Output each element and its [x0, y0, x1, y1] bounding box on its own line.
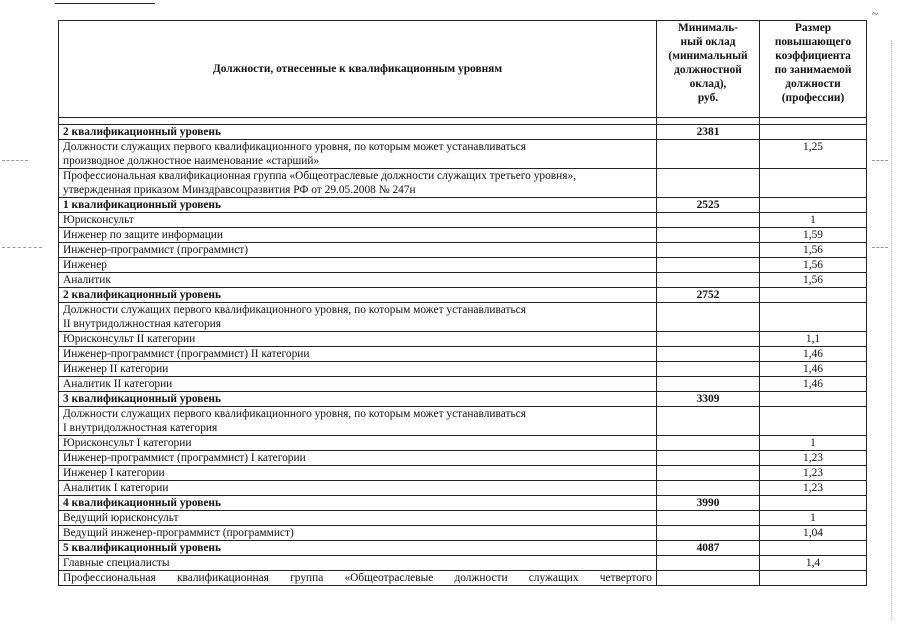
position-cell: Инженер по защите информации — [59, 228, 657, 243]
table-row — [59, 526, 867, 541]
salary-cell — [657, 243, 760, 258]
position-cell — [59, 169, 657, 198]
position-cell: Инженер-программист (программист) I категории — [59, 451, 657, 466]
table-row — [59, 377, 867, 392]
top-rule-line — [55, 3, 155, 4]
table-row — [59, 273, 867, 288]
table-row — [59, 258, 867, 273]
table-header-row — [59, 21, 867, 118]
coefficient-cell: 1,23 — [760, 451, 867, 466]
position-cell: 2 квалификационный уровень — [59, 288, 657, 303]
salary-cell — [657, 556, 760, 571]
table-row — [59, 303, 867, 332]
coefficient-cell: 1,56 — [760, 258, 867, 273]
header-coefficient-line: должности — [785, 78, 841, 90]
header-coefficient-line: по занимаемой — [774, 64, 852, 76]
coefficient-cell: 1,56 — [760, 243, 867, 258]
salary-cell — [657, 169, 760, 198]
table-row — [59, 451, 867, 466]
position-cell: Аналитик — [59, 273, 657, 288]
coefficient-cell: 1,4 — [760, 556, 867, 571]
coefficient-cell: 1 — [760, 511, 867, 526]
salary-cell — [657, 258, 760, 273]
header-coefficient-line: повышающего — [774, 36, 852, 48]
spacer-row — [59, 118, 867, 125]
salary-cell: 4087 — [657, 541, 760, 556]
header-salary-line: ный оклад — [680, 36, 736, 48]
coefficient-cell — [760, 541, 867, 556]
table-row — [59, 556, 867, 571]
table-row — [59, 169, 867, 198]
position-cell: Инженер I категории — [59, 466, 657, 481]
salary-cell — [657, 481, 760, 496]
table-row — [59, 466, 867, 481]
table-row — [59, 436, 867, 451]
coefficient-cell: 1,23 — [760, 481, 867, 496]
coefficient-cell: 1,46 — [760, 362, 867, 377]
coefficient-cell: 1,04 — [760, 526, 867, 541]
salary-cell — [657, 213, 760, 228]
header-coefficient-line: (профессии) — [781, 92, 845, 104]
position-cell: Аналитик I категории — [59, 481, 657, 496]
position-cell: Инженер II категории — [59, 362, 657, 377]
left-margin-mark — [2, 160, 28, 161]
position-cell: 1 квалификационный уровень — [59, 198, 657, 213]
position-text-line: Профессиональная квалификационная группа «Общеотраслевые должности служащих третьего уровня», — [63, 170, 577, 182]
salary-cell — [657, 436, 760, 451]
right-margin-mark — [872, 247, 888, 248]
left-margin-mark — [2, 247, 42, 248]
position-cell: Юрисконсульт II категории — [59, 332, 657, 347]
salary-cell — [657, 303, 760, 332]
salary-cell: 2752 — [657, 288, 760, 303]
coefficient-cell: 1,46 — [760, 347, 867, 362]
position-cell: Ведущий инженер-программист (программист) — [59, 526, 657, 541]
table-row — [59, 228, 867, 243]
coefficient-cell: 1,25 — [760, 140, 867, 169]
table-row — [59, 125, 867, 140]
table-row — [59, 243, 867, 258]
position-text-line: I внутридолжностная категория — [63, 422, 218, 434]
header-coefficient-line: Размер — [794, 22, 832, 34]
position-cell: Инженер-программист (программист) — [59, 243, 657, 258]
position-cell: Юрисконсульт I категории — [59, 436, 657, 451]
position-text-line: II внутридолжностная категория — [63, 318, 222, 330]
salary-cell — [657, 466, 760, 481]
salary-cell — [657, 273, 760, 288]
table-row — [59, 347, 867, 362]
table-row — [59, 392, 867, 407]
header-salary-line: (минимальный — [668, 50, 748, 62]
salary-cell — [657, 362, 760, 377]
position-cell: 5 квалификационный уровень — [59, 541, 657, 556]
salary-cell — [657, 140, 760, 169]
salary-cell — [657, 407, 760, 436]
position-text-line: Должности служащих первого квалификационного уровня, по которым может устанавливаться — [63, 408, 526, 420]
salary-cell — [657, 228, 760, 243]
header-salary-line: оклад), — [689, 78, 727, 90]
position-cell: Инженер — [59, 258, 657, 273]
table-row — [59, 140, 867, 169]
position-text-line: Должности служащих первого квалификационного уровня, по которым может устанавливаться — [63, 304, 526, 316]
salary-cell: 3309 — [657, 392, 760, 407]
coefficient-cell — [760, 169, 867, 198]
position-cell: Главные специалисты — [59, 556, 657, 571]
position-cell: Профессиональная квалификационная группа «Общеотраслевые должности служащих четвертого — [59, 571, 657, 586]
table-row — [59, 198, 867, 213]
position-cell: Ведущий юрисконсульт — [59, 511, 657, 526]
page-edge — [891, 40, 892, 620]
position-cell: Аналитик II категории — [59, 377, 657, 392]
corner-mark: ~ — [872, 8, 878, 20]
coefficient-cell — [760, 303, 867, 332]
coefficient-cell — [760, 125, 867, 140]
salary-cell — [657, 526, 760, 541]
position-cell — [59, 140, 657, 169]
coefficient-cell — [760, 496, 867, 511]
salary-cell: 3990 — [657, 496, 760, 511]
position-text-line: Должности служащих первого квалификационного уровня, по которым может устанавливаться — [63, 141, 526, 153]
coefficient-cell: 1,46 — [760, 377, 867, 392]
table-row — [59, 362, 867, 377]
header-coefficient — [760, 21, 867, 118]
position-cell: Юрисконсульт — [59, 213, 657, 228]
position-text-line: утвержденная приказом Минздравсоцразвития РФ от 29.05.2008 № 247н — [63, 184, 416, 196]
header-positions-label: Должности, отнесенные к квалификационным уровням — [212, 63, 503, 75]
header-coefficient-line: коэффициента — [775, 50, 851, 62]
table-row — [59, 332, 867, 347]
table-row — [59, 541, 867, 556]
table-row — [59, 213, 867, 228]
coefficient-cell: 1,59 — [760, 228, 867, 243]
position-cell: 2 квалификационный уровень — [59, 125, 657, 140]
coefficient-cell: 1 — [760, 213, 867, 228]
salary-cell — [657, 511, 760, 526]
position-cell: 4 квалификационный уровень — [59, 496, 657, 511]
salary-cell — [657, 347, 760, 362]
header-salary — [657, 21, 760, 118]
table-row — [59, 511, 867, 526]
position-cell: 3 квалификационный уровень — [59, 392, 657, 407]
coefficient-cell — [760, 198, 867, 213]
table-row — [59, 571, 867, 586]
coefficient-cell — [760, 392, 867, 407]
coefficient-cell: 1,1 — [760, 332, 867, 347]
coefficient-cell — [760, 288, 867, 303]
header-salary-line: должностной — [674, 64, 742, 76]
table-row — [59, 496, 867, 511]
qualification-table — [58, 20, 867, 586]
coefficient-cell: 1 — [760, 436, 867, 451]
position-cell — [59, 303, 657, 332]
position-text-line: производное должностное наименование «старший» — [63, 155, 320, 167]
salary-cell — [657, 377, 760, 392]
position-cell: Инженер-программист (программист) II категории — [59, 347, 657, 362]
table-row — [59, 481, 867, 496]
coefficient-cell — [760, 571, 867, 586]
coefficient-cell — [760, 407, 867, 436]
position-cell — [59, 407, 657, 436]
salary-cell — [657, 571, 760, 586]
table-row — [59, 288, 867, 303]
coefficient-cell: 1,56 — [760, 273, 867, 288]
salary-cell — [657, 451, 760, 466]
right-margin-mark — [872, 160, 888, 161]
header-positions — [59, 21, 657, 118]
salary-cell — [657, 332, 760, 347]
header-salary-line: руб. — [697, 92, 719, 104]
table-row — [59, 407, 867, 436]
coefficient-cell: 1,23 — [760, 466, 867, 481]
salary-cell: 2381 — [657, 125, 760, 140]
salary-cell: 2525 — [657, 198, 760, 213]
header-salary-line: Минималь- — [677, 22, 739, 34]
